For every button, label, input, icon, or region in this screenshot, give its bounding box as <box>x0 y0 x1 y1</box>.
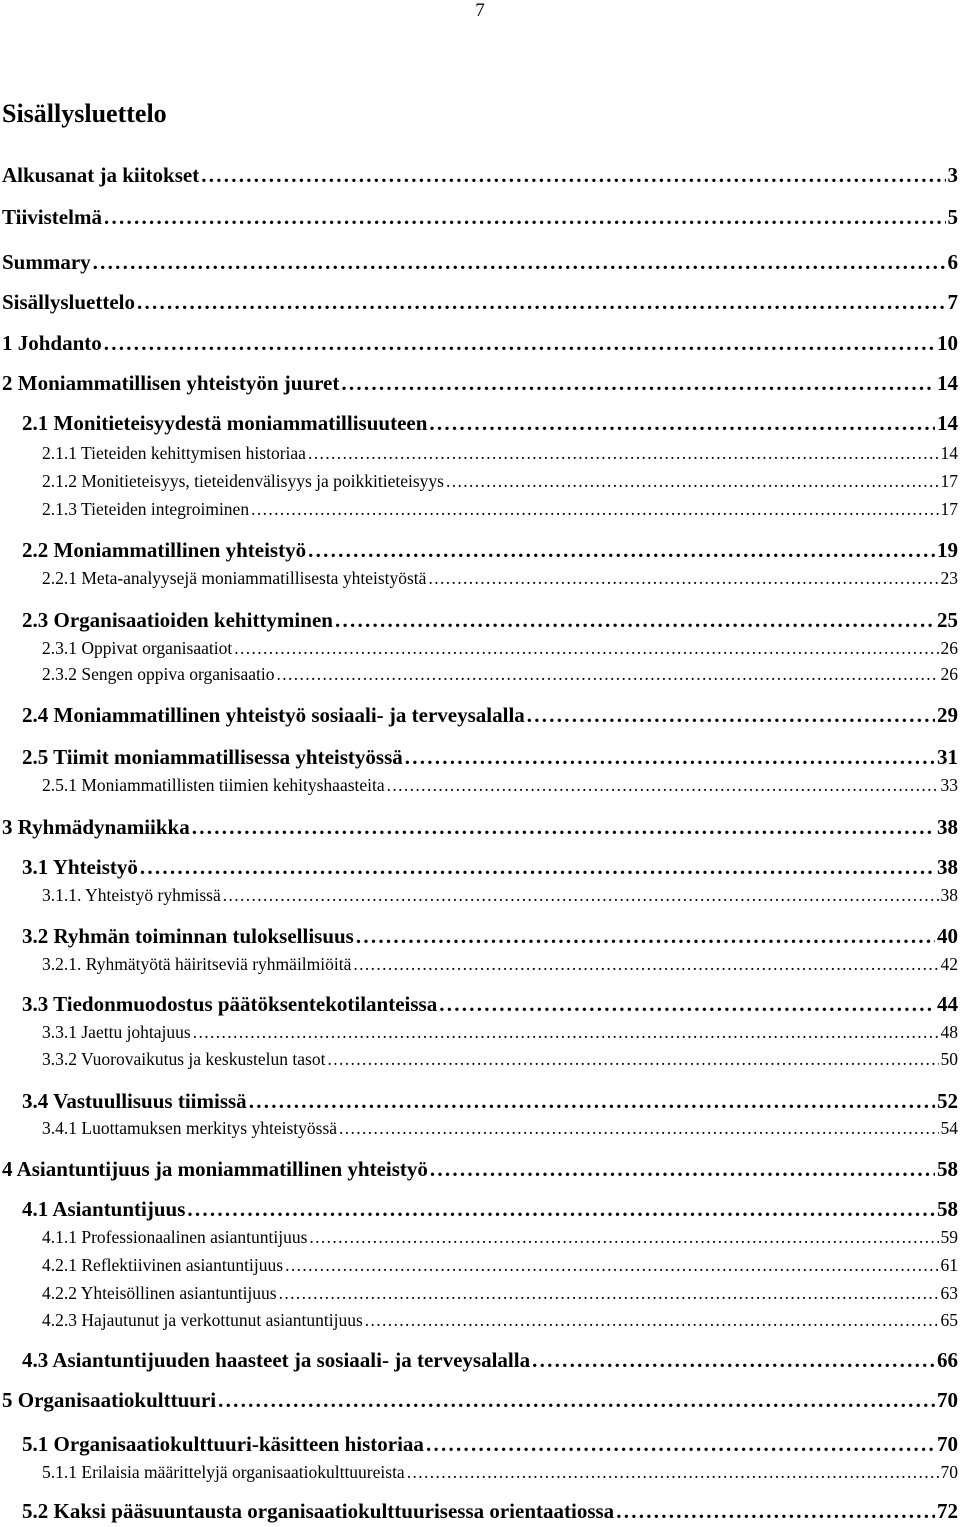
toc-entry-title: Summary <box>2 250 91 274</box>
toc-entry-page: 70 <box>940 1462 958 1482</box>
toc-entry-title: 2.2 Moniammatillinen yhteistyö <box>22 538 307 562</box>
dot-leader <box>234 636 938 660</box>
toc-entry-title: 2.4 Moniammatillinen yhteistyö sosiaali- ja terveysalalla <box>22 703 525 727</box>
toc-entry-title: 3.2.1. Ryhmätyötä häiritseviä ryhmäilmiöitä <box>42 954 352 974</box>
toc-entry[interactable] <box>22 743 958 771</box>
toc-entry-page: 66 <box>937 1348 958 1372</box>
dot-leader <box>187 1195 935 1223</box>
toc-entry-title: 4.2.3 Hajautunut ja verkottunut asiantuntijuus <box>42 1310 363 1330</box>
dot-leader <box>327 1047 938 1071</box>
toc-entry-page: 14 <box>937 411 958 435</box>
toc-entry[interactable] <box>42 636 958 660</box>
toc-entry-title: 3.3 Tiedonmuodostus päätöksentekotilanteissa <box>22 992 438 1016</box>
toc-entry-page: 5 <box>947 205 958 229</box>
toc-entry-page: 63 <box>940 1283 958 1303</box>
dot-leader <box>308 441 939 465</box>
toc-entry-title: 2.1.3 Tieteiden integroiminen <box>42 499 250 519</box>
toc-entry-page: 70 <box>937 1432 958 1456</box>
toc-entry[interactable] <box>2 288 958 316</box>
toc-entry-title: 4.2.1 Reflektiivinen asiantuntijuus <box>42 1255 284 1275</box>
toc-entry[interactable] <box>42 662 958 686</box>
toc-entry[interactable] <box>2 203 958 231</box>
toc-entry[interactable] <box>2 369 958 397</box>
toc-entry-page: 17 <box>940 471 958 491</box>
dot-leader <box>276 662 938 686</box>
toc-entry-title: 2.1 Monitieteisyydestä moniammatillisuuteen <box>22 411 428 435</box>
toc-entry-page: 44 <box>937 992 958 1016</box>
toc-entry-page: 48 <box>940 1022 958 1042</box>
toc-entry-title: Tiivistelmä <box>2 205 102 229</box>
toc-entry-title: 5.1 Organisaatiokulttuuri-käsitteen historiaa <box>22 1432 424 1456</box>
toc-entry-page: 59 <box>940 1227 958 1247</box>
dot-leader <box>192 813 935 841</box>
dot-leader <box>387 773 939 797</box>
toc-entry-page: 72 <box>937 1499 958 1523</box>
toc-entry-page: 38 <box>940 885 958 905</box>
dot-leader <box>193 1020 939 1044</box>
toc-entry-page: 54 <box>940 1118 958 1138</box>
dot-leader <box>279 1281 939 1305</box>
dot-leader <box>616 1497 935 1525</box>
toc-entry-page: 26 <box>940 664 958 684</box>
dot-leader <box>104 329 935 357</box>
toc-entry[interactable] <box>2 161 958 189</box>
toc-entry-title: 2.2.1 Meta-analyysejä moniammatillisesta yhteistyöstä <box>42 568 427 588</box>
dot-leader <box>430 1155 935 1183</box>
toc-entry-title: 2.3.1 Oppivat organisaatiot <box>42 638 233 658</box>
toc-entry-title: 3.4 Vastuullisuus tiimissä <box>22 1089 247 1113</box>
toc-entry[interactable] <box>42 1225 958 1249</box>
dot-leader <box>218 1386 935 1414</box>
dot-leader <box>439 990 935 1018</box>
dot-leader <box>249 1087 935 1115</box>
page-number: 7 <box>475 0 485 21</box>
toc-entry[interactable] <box>2 248 958 276</box>
toc-entry-title: 3.3.2 Vuorovaikutus ja keskustelun tasot <box>42 1049 326 1069</box>
toc-entry[interactable] <box>42 441 958 465</box>
toc-entry-page: 23 <box>940 568 958 588</box>
toc-entry-title: 2 Moniammatillisen yhteistyön juuret <box>2 371 340 395</box>
toc-entry-page: 31 <box>937 745 958 769</box>
toc-entry-page: 10 <box>937 331 958 355</box>
dot-leader <box>308 536 935 564</box>
toc-entry[interactable] <box>42 1020 958 1044</box>
toc-entry[interactable] <box>22 1087 958 1115</box>
toc-entry[interactable] <box>22 1195 958 1223</box>
dot-leader <box>104 203 946 231</box>
toc-entry-title: 2.3.2 Sengen oppiva organisaatio <box>42 664 275 684</box>
toc-entry-page: 70 <box>937 1388 958 1412</box>
toc-entry-title: Sisällysluettelo <box>2 290 136 314</box>
toc-entry-page: 40 <box>937 924 958 948</box>
toc-entry-title: Alkusanat ja kiitokset <box>2 163 200 187</box>
toc-entry[interactable] <box>22 922 958 950</box>
toc-entry[interactable] <box>42 566 958 590</box>
toc-entry-title: 1 Johdanto <box>2 331 102 355</box>
toc-entry-title: 3 Ryhmädynamiikka <box>2 815 190 839</box>
toc-entry[interactable] <box>42 1281 958 1305</box>
toc-entry[interactable] <box>42 1047 958 1071</box>
toc-entry-title: 3.4.1 Luottamuksen merkitys yhteistyössä <box>42 1118 338 1138</box>
toc-entry-title: 3.1 Yhteistyö <box>22 855 138 879</box>
toc-entry-title: 4.3 Asiantuntijuuden haasteet ja sosiaali- ja terveysalalla <box>22 1348 531 1372</box>
toc-entry-page: 50 <box>940 1049 958 1069</box>
toc-entry[interactable] <box>22 606 958 634</box>
toc-entry[interactable] <box>42 952 958 976</box>
toc-entry[interactable] <box>42 1116 958 1140</box>
toc-entry[interactable] <box>22 1497 958 1525</box>
toc-entry-page: 38 <box>937 815 958 839</box>
toc-entry-title: 5.2 Kaksi pääsuuntausta organisaatiokulttuurisessa orientaatiossa <box>22 1499 615 1523</box>
toc-entry-page: 17 <box>940 499 958 519</box>
toc-entry-page: 61 <box>940 1255 958 1275</box>
toc-entry-title: 5 Organisaatiokulttuuri <box>2 1388 217 1412</box>
toc-entry-page: 38 <box>937 855 958 879</box>
toc-entry-title: 4.1.1 Professionaalinen asiantuntijuus <box>42 1227 308 1247</box>
toc-entry[interactable] <box>22 409 958 437</box>
dot-leader <box>93 248 946 276</box>
toc-entry[interactable] <box>2 1155 958 1183</box>
toc-entry-page: 65 <box>940 1310 958 1330</box>
dot-leader <box>405 743 935 771</box>
dot-leader <box>251 497 938 521</box>
toc-entry[interactable] <box>42 773 958 797</box>
toc-entry-page: 14 <box>937 371 958 395</box>
toc-entry[interactable] <box>22 1346 958 1374</box>
toc-entry-title: 2.5.1 Moniammatillisten tiimien kehityshaasteita <box>42 775 385 795</box>
dot-leader <box>341 369 935 397</box>
dot-leader <box>309 1225 938 1249</box>
toc-entry-page: 7 <box>947 290 958 314</box>
dot-leader <box>429 409 935 437</box>
toc-entry-title: 3.3.1 Jaettu johtajuus <box>42 1022 191 1042</box>
dot-leader <box>335 606 935 634</box>
toc-title: Sisällysluettelo <box>2 99 167 128</box>
dot-leader <box>137 288 945 316</box>
toc-entry[interactable] <box>22 536 958 564</box>
toc-entry-title: 4 Asiantuntijuus ja moniammatillinen yhteistyö <box>2 1157 428 1181</box>
toc-entry-page: 14 <box>940 443 958 463</box>
dot-leader <box>353 952 938 976</box>
toc-entry-title: 3.1.1. Yhteistyö ryhmissä <box>42 885 221 905</box>
toc-entry[interactable] <box>42 497 958 521</box>
toc-entry-page: 33 <box>940 775 958 795</box>
dot-leader <box>201 161 945 189</box>
toc-entry-page: 58 <box>937 1197 958 1221</box>
toc-entry[interactable] <box>42 1460 958 1484</box>
toc-entry-title: 2.3 Organisaatioiden kehittyminen <box>22 608 333 632</box>
dot-leader <box>446 469 939 493</box>
toc-entry-page: 19 <box>937 538 958 562</box>
dot-leader <box>339 1116 938 1140</box>
toc-entry-title: 2.1.1 Tieteiden kehittymisen historiaa <box>42 443 306 463</box>
dot-leader <box>527 701 935 729</box>
dot-leader <box>285 1253 938 1277</box>
toc-entry[interactable] <box>22 1430 958 1458</box>
toc-entry[interactable] <box>2 1386 958 1414</box>
toc-entry-title: 2.5 Tiimit moniammatillisessa yhteistyössä <box>22 745 403 769</box>
toc-entry[interactable] <box>2 329 958 357</box>
dot-leader <box>140 853 935 881</box>
dot-leader <box>428 566 938 590</box>
toc-entry[interactable] <box>2 813 958 841</box>
toc-entry[interactable] <box>42 883 958 907</box>
toc-entry-title: 2.1.2 Monitieteisyys, tieteidenvälisyys ja poikkitieteisyys <box>42 471 444 491</box>
toc-entry-title: 4.1 Asiantuntijuus <box>22 1197 186 1221</box>
toc-entry-page: 52 <box>937 1089 958 1113</box>
dot-leader <box>426 1430 935 1458</box>
toc-entry-title: 3.2 Ryhmän toiminnan tuloksellisuus <box>22 924 354 948</box>
dot-leader <box>356 922 935 950</box>
toc-entry-page: 3 <box>947 163 958 187</box>
dot-leader <box>223 883 939 907</box>
toc-entry-page: 26 <box>940 638 958 658</box>
toc-entry[interactable] <box>42 469 958 493</box>
toc-entry[interactable] <box>22 853 958 881</box>
toc-entry-page: 58 <box>937 1157 958 1181</box>
dot-leader <box>532 1346 935 1374</box>
toc-entry[interactable] <box>22 701 958 729</box>
toc-entry[interactable] <box>42 1253 958 1277</box>
toc-entry-page: 29 <box>937 703 958 727</box>
dot-leader <box>365 1308 939 1332</box>
toc-entry[interactable] <box>42 1308 958 1332</box>
toc-entry[interactable] <box>22 990 958 1018</box>
toc-entry-title: 5.1.1 Erilaisia määrittelyjä organisaatiokulttuureista <box>42 1462 405 1482</box>
dot-leader <box>407 1460 939 1484</box>
toc-entry-page: 25 <box>937 608 958 632</box>
toc-entry-page: 42 <box>940 954 958 974</box>
toc-entry-title: 4.2.2 Yhteisöllinen asiantuntijuus <box>42 1283 277 1303</box>
toc-entry-page: 6 <box>947 250 958 274</box>
